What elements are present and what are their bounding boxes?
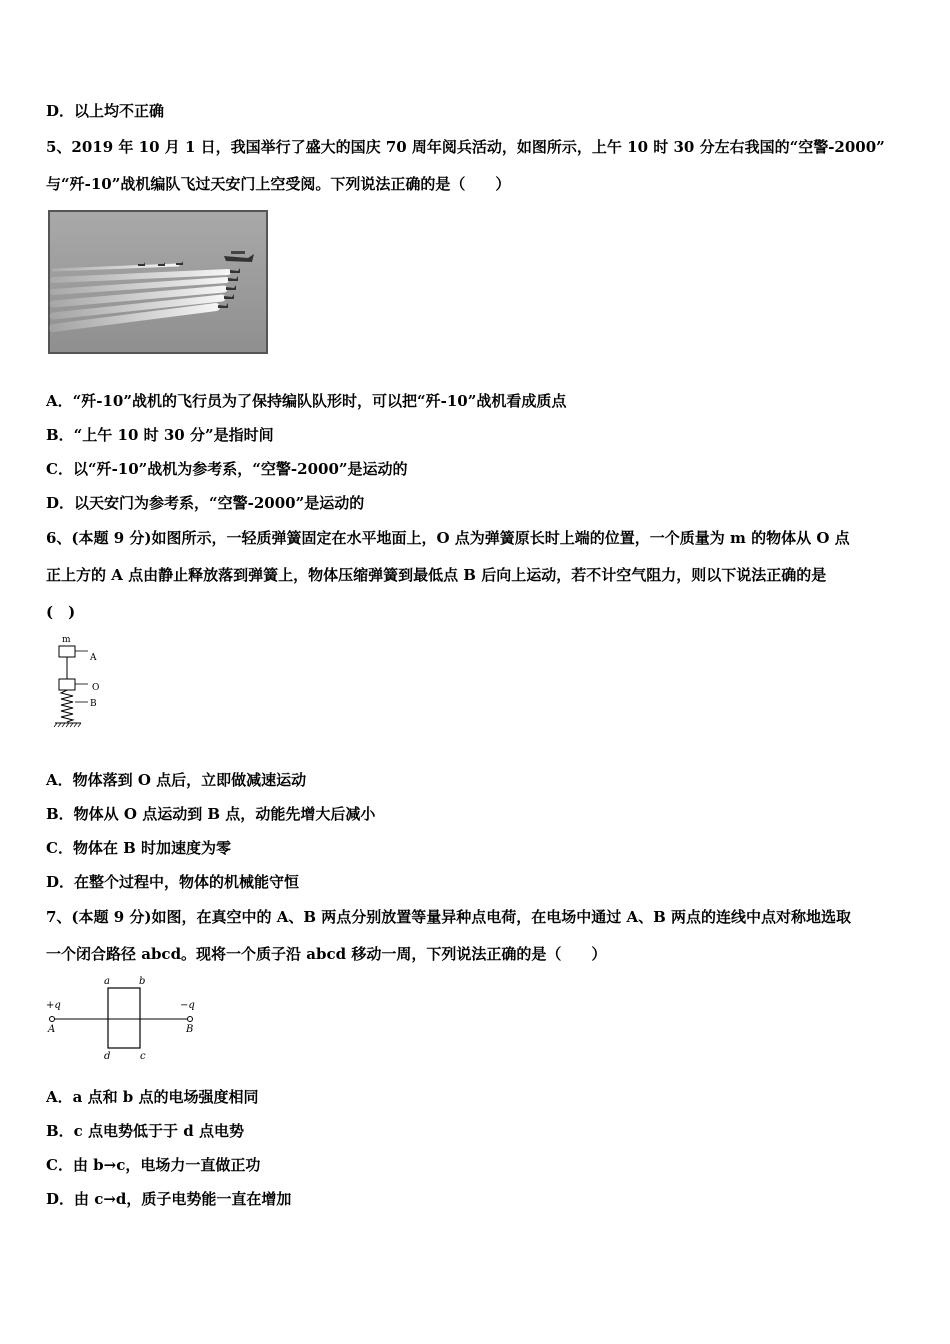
charge-diagram [44,974,214,1064]
q5-option-d: D．以天安门为参考系，“空警-2000”是运动的 [46,494,365,512]
q6-option-d: D．在整个过程中，物体的机械能守恒 [46,873,300,891]
q5-stem-line2: 与“歼-10”战机编队飞过天安门上空受阅。下列说法正确的是（ ） [46,175,511,193]
spring-label-o: O [92,683,100,693]
charge-label-minus-q: −q [180,1000,195,1011]
spring-diagram [48,632,118,732]
path-label-a: a [104,976,110,987]
q6-stem-line1: 6、(本题 9 分)如图所示，一轻质弹簧固定在水平地面上，O 点为弹簧原长时上端的位置，一个质量为 m 的物体从 O 点 [46,529,850,547]
q4-option-d: D．以上均不正确 [46,102,165,120]
q6-stem-line3: ( ) [46,603,76,621]
charge-label-plus-q: +q [46,1000,61,1011]
q7-stem-line2: 一个闭合路径 abcd。现将一个质子沿 abcd 移动一周，下列说法正确的是（ ） [46,945,607,963]
q7-option-b: B．c 点电势低于于 d 点电势 [46,1122,244,1140]
parade-photo [48,210,268,354]
q5-option-c: C．以“歼-10”战机为参考系，“空警-2000”是运动的 [46,460,408,478]
charge-label-A: A [48,1024,56,1035]
q5-stem-line1: 5、2019 年 10 月 1 日，我国举行了盛大的国庆 70 周年阅兵活动，如图所示，上午 10 时 30 分左右我国的“空警-2000” [46,138,885,156]
q5-option-a: A．“歼-10”战机的飞行员为了保持编队队形时，可以把“歼-10”战机看成质点 [46,392,567,410]
q5-option-b: B．“上午 10 时 30 分”是指时间 [46,426,274,444]
path-label-d: d [104,1051,111,1062]
q6-option-b: B．物体从 O 点运动到 B 点，动能先增大后减小 [46,805,376,823]
q7-option-d: D．由 c→d，质子电势能一直在增加 [46,1190,292,1208]
spring-label-b: B [90,699,97,709]
path-label-c: c [140,1051,146,1062]
q6-option-c: C．物体在 B 时加速度为零 [46,839,232,857]
q6-stem-line2: 正上方的 A 点由静止释放落到弹簧上，物体压缩弹簧到最低点 B 后向上运动，若不计空气阻力，则以下说法正确的是 [46,566,827,584]
path-label-b: b [139,976,146,987]
q6-option-a: A．物体落到 O 点后，立即做减速运动 [46,771,307,789]
charge-label-B: B [186,1024,194,1035]
spring-label-a: A [90,653,97,663]
q7-option-c: C．由 b→c，电场力一直做正功 [46,1156,261,1174]
spring-label-m: m [62,635,71,645]
q7-stem-line1: 7、(本题 9 分)如图，在真空中的 A、B 两点分别放置等量异种点电荷，在电场中通过 A、B 两点的连线中点对称地选取 [46,908,852,926]
q7-option-a: A．a 点和 b 点的电场强度相同 [46,1088,259,1106]
